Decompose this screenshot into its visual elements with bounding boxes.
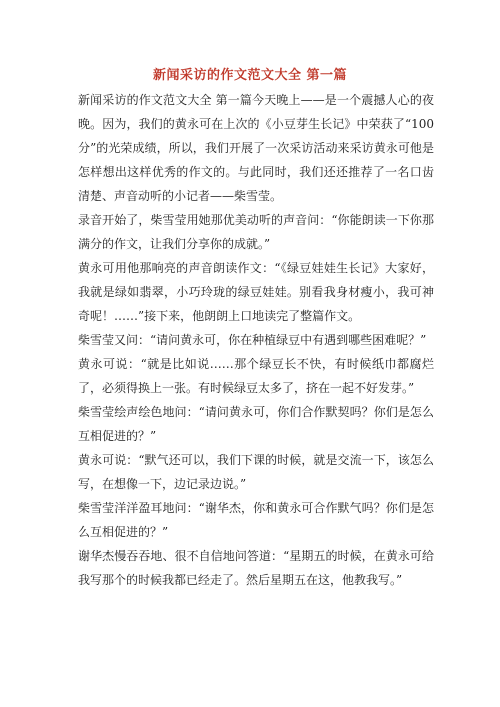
paragraph-recording-start: 录音开始了，柴雪莹用她那优美动听的声音问：“你能朗读一下你那满分的作文，让我们分享你的成就。” xyxy=(78,213,434,251)
paragraph-reading: 黄永可用他那响亮的声音朗读作文：“《绿豆娃娃生长记》大家好，我就是绿如翡翠，小巧玲珑的绿豆娃娃。别看我身材瘦小，我可神奇呢！……”接下来，他朗朗上口地读完了整篇作文。 xyxy=(78,261,434,323)
paragraph-question-xie: 柴雪莹洋洋盈耳地问：“谢华杰，你和黄永可合作默气吗？你们是怎么互相促进的？” xyxy=(78,501,434,539)
document-title: 新闻采访的作文范文大全 第一篇 xyxy=(152,68,348,83)
paragraph-intro: 新闻采访的作文范文大全 第一篇今天晚上——是一个震撼人心的夜晚。因为，我们的黄永可在上次的《小豆芽生长记》中荣获了“100分”的光荣成绩，所以，我们开展了一次采访活动来采访黄永可他是怎样想出这样优秀的作文的。与此同时，我们还还推荐了一名口齿清楚、声音动听的小记者——柴雪莹。 xyxy=(78,93,434,203)
document-body xyxy=(78,88,434,592)
paragraph-question-difficulty: 柴雪莹又问：“请问黄永可，你在种植绿豆中有遇到哪些困难呢？” xyxy=(78,333,427,347)
paragraph-answer-xie: 谢华杰慢吞吞地、很不自信地问答道：“星期五的时候，在黄永可给我写那个的时候我都已经走了。然后星期五在这，他教我写。” xyxy=(78,549,434,587)
paragraph-answer-cooperation: 黄永可说：“默气还可以，我们下课的时候，就是交流一下，该怎么写，在想像一下，边记录边说。” xyxy=(78,453,434,491)
paragraph-answer-difficulty: 黄永可说：“就是比如说……那个绿豆长不快，有时候纸巾都腐烂了，必须得换上一张。有时候绿豆太多了，挤在一起不好发芽。” xyxy=(78,357,434,395)
paragraph-question-cooperation: 柴雪莹绘声绘色地问：“请问黄永可，你们合作默契吗？你们是怎么互相促进的？” xyxy=(78,405,434,443)
